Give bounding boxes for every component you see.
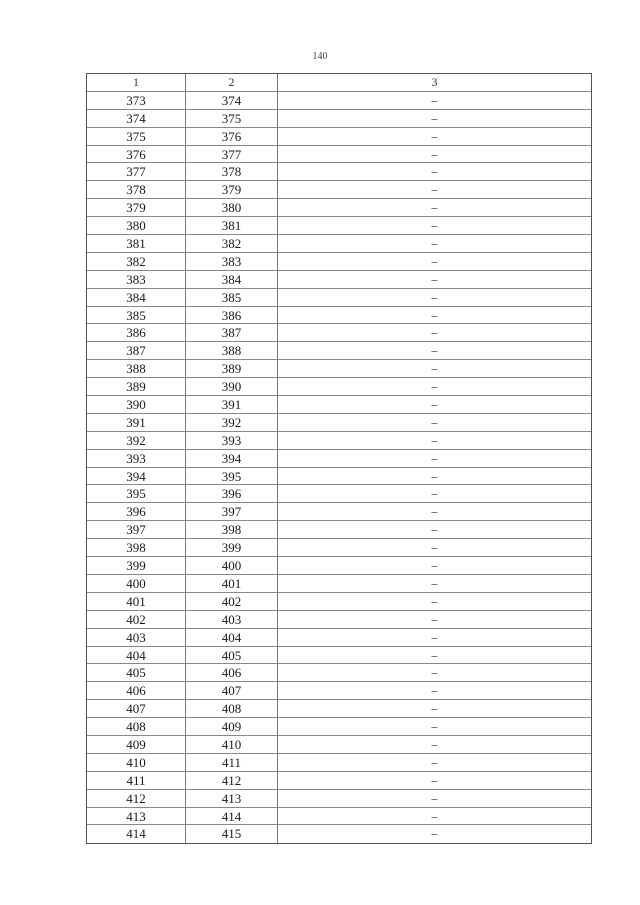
- table-cell-col3: –: [431, 486, 438, 501]
- table-cell-col2: 374: [186, 92, 278, 109]
- table-cell-col1: 404: [87, 647, 186, 664]
- table-cell-col1: 407: [87, 700, 186, 717]
- table-cell-col2: 403: [186, 611, 278, 628]
- table-cell-col2: 399: [186, 539, 278, 556]
- table-row: [87, 557, 591, 575]
- table-row: [87, 450, 591, 468]
- table-cell-col3: –: [431, 128, 438, 143]
- table-row: [87, 146, 591, 164]
- table-cell-col3: –: [431, 432, 438, 447]
- table-cell-col2: 407: [186, 682, 278, 699]
- table-row: [87, 575, 591, 593]
- table-row: [87, 629, 591, 647]
- table-cell-col2: 381: [186, 217, 278, 234]
- table-cell-col2: 394: [186, 450, 278, 467]
- table-cell-col1: 405: [87, 664, 186, 681]
- table-cell-col3: –: [431, 146, 438, 161]
- column-header-1: 1: [87, 74, 186, 91]
- table-cell-col3: –: [431, 611, 438, 626]
- table-cell-col3: –: [431, 236, 438, 251]
- table-cell-col3: –: [431, 468, 438, 483]
- table-cell-col1: 378: [87, 181, 186, 198]
- table-cell-col1: 411: [87, 772, 186, 789]
- table-cell-col1: 394: [87, 468, 186, 485]
- table-row: [87, 808, 591, 826]
- table-cell-col1: 385: [87, 307, 186, 324]
- table-row: [87, 217, 591, 235]
- table-cell-col2: 380: [186, 199, 278, 216]
- table-cell-col1: 395: [87, 485, 186, 502]
- table-row: [87, 396, 591, 414]
- table-cell-col2: 375: [186, 110, 278, 127]
- table-cell-col2: 400: [186, 557, 278, 574]
- table-cell-col3: –: [431, 504, 438, 519]
- table-cell-col1: 400: [87, 575, 186, 592]
- table-cell-col3: –: [431, 826, 438, 841]
- table-cell-col1: 396: [87, 503, 186, 520]
- table-cell-col2: 398: [186, 521, 278, 538]
- table-row: [87, 199, 591, 217]
- table-cell-col2: 411: [186, 754, 278, 771]
- table-cell-col3: –: [431, 379, 438, 394]
- table-cell-col1: 389: [87, 378, 186, 395]
- table-cell-col3: –: [431, 808, 438, 823]
- table-cell-col3: –: [431, 522, 438, 537]
- table-cell-col3: –: [431, 593, 438, 608]
- table-row: [87, 611, 591, 629]
- table-cell-col1: 373: [87, 92, 186, 109]
- table-row: [87, 521, 591, 539]
- table-cell-col2: 385: [186, 289, 278, 306]
- table-cell-col2: 405: [186, 647, 278, 664]
- table-cell-col3: –: [431, 772, 438, 787]
- table-row: [87, 92, 591, 110]
- table-cell-col3: –: [431, 754, 438, 769]
- table-cell-col3: –: [431, 540, 438, 555]
- table-cell-col1: 384: [87, 289, 186, 306]
- table-cell-col3: –: [431, 736, 438, 751]
- table-cell-col1: 403: [87, 629, 186, 646]
- table-cell-col1: 374: [87, 110, 186, 127]
- table-row: [87, 647, 591, 665]
- table-cell-col3: –: [431, 397, 438, 412]
- table-row: [87, 682, 591, 700]
- table-cell-col1: 376: [87, 146, 186, 163]
- table-row: [87, 468, 591, 486]
- table-cell-col1: 380: [87, 217, 186, 234]
- table-row: [87, 128, 591, 146]
- table-cell-col3: –: [431, 629, 438, 644]
- table-cell-col1: 377: [87, 163, 186, 180]
- table-row: [87, 324, 591, 342]
- table-cell-col3: –: [431, 575, 438, 590]
- table-cell-col1: 391: [87, 414, 186, 431]
- table-row: [87, 539, 591, 557]
- table-cell-col1: 399: [87, 557, 186, 574]
- table-cell-col3: –: [431, 450, 438, 465]
- table-cell-col3: –: [431, 253, 438, 268]
- table-row: [87, 235, 591, 253]
- table-cell-col3: –: [431, 790, 438, 805]
- table-cell-col1: 383: [87, 271, 186, 288]
- table-cell-col2: 386: [186, 307, 278, 324]
- table-cell-col1: 392: [87, 432, 186, 449]
- table-row: [87, 772, 591, 790]
- table-cell-col2: 397: [186, 503, 278, 520]
- table-cell-col3: –: [431, 701, 438, 716]
- column-header-2: 2: [186, 74, 278, 91]
- table-cell-col1: 406: [87, 682, 186, 699]
- table-cell-col1: 382: [87, 253, 186, 270]
- table-cell-col2: 383: [186, 253, 278, 270]
- data-table: [86, 73, 592, 844]
- table-cell-col2: 396: [186, 485, 278, 502]
- table-cell-col3: –: [431, 414, 438, 429]
- table-cell-col1: 379: [87, 199, 186, 216]
- table-cell-col3: –: [431, 307, 438, 322]
- table-cell-col3: –: [431, 719, 438, 734]
- table-cell-col1: 381: [87, 235, 186, 252]
- table-cell-col2: 410: [186, 736, 278, 753]
- table-cell-col1: 388: [87, 360, 186, 377]
- table-cell-col2: 413: [186, 790, 278, 807]
- table-row: [87, 503, 591, 521]
- table-cell-col2: 393: [186, 432, 278, 449]
- table-row: [87, 271, 591, 289]
- table-row: [87, 163, 591, 181]
- table-cell-col2: 377: [186, 146, 278, 163]
- table-cell-col2: 376: [186, 128, 278, 145]
- table-cell-col3: –: [431, 271, 438, 286]
- table-cell-col3: –: [431, 683, 438, 698]
- page-number: 140: [312, 51, 328, 62]
- table-header-row: [87, 74, 591, 92]
- table-cell-col3: –: [431, 164, 438, 179]
- table-cell-col3: –: [431, 325, 438, 340]
- table-row: [87, 432, 591, 450]
- table-cell-col2: 412: [186, 772, 278, 789]
- table-cell-col1: 397: [87, 521, 186, 538]
- table-cell-col2: 404: [186, 629, 278, 646]
- table-cell-col3: –: [431, 92, 438, 107]
- table-row: [87, 342, 591, 360]
- table-cell-col3: –: [431, 182, 438, 197]
- table-row: [87, 593, 591, 611]
- table-cell-col2: 391: [186, 396, 278, 413]
- table-cell-col2: 408: [186, 700, 278, 717]
- table-cell-col2: 414: [186, 808, 278, 825]
- table-row: [87, 181, 591, 199]
- table-cell-col1: 375: [87, 128, 186, 145]
- table-cell-col3: –: [431, 218, 438, 233]
- table-cell-col3: –: [431, 200, 438, 215]
- table-cell-col1: 401: [87, 593, 186, 610]
- table-row: [87, 790, 591, 808]
- table-cell-col3: –: [431, 110, 438, 125]
- table-cell-col2: 402: [186, 593, 278, 610]
- table-row: [87, 485, 591, 503]
- column-header-3: 3: [431, 75, 438, 89]
- table-cell-col2: 387: [186, 324, 278, 341]
- table-cell-col3: –: [431, 647, 438, 662]
- table-row: [87, 700, 591, 718]
- table-cell-col2: 390: [186, 378, 278, 395]
- table-row: [87, 289, 591, 307]
- table-cell-col3: –: [431, 665, 438, 680]
- table-cell-col1: 390: [87, 396, 186, 413]
- table-row: [87, 718, 591, 736]
- table-cell-col3: –: [431, 558, 438, 573]
- table-body: [87, 92, 591, 843]
- table-cell-col1: 386: [87, 324, 186, 341]
- table-cell-col1: 393: [87, 450, 186, 467]
- table-cell-col1: 402: [87, 611, 186, 628]
- table-row: [87, 736, 591, 754]
- table-row: [87, 664, 591, 682]
- table-cell-col3: –: [431, 361, 438, 376]
- table-row: [87, 825, 591, 843]
- table-row: [87, 378, 591, 396]
- table-cell-col1: 412: [87, 790, 186, 807]
- table-cell-col2: 382: [186, 235, 278, 252]
- table-cell-col1: 408: [87, 718, 186, 735]
- table-cell-col2: 415: [186, 825, 278, 843]
- table-cell-col2: 395: [186, 468, 278, 485]
- table-cell-col1: 413: [87, 808, 186, 825]
- table-cell-col1: 387: [87, 342, 186, 359]
- table-cell-col2: 388: [186, 342, 278, 359]
- table-cell-col1: 414: [87, 825, 186, 843]
- table-cell-col1: 398: [87, 539, 186, 556]
- table-row: [87, 414, 591, 432]
- table-cell-col2: 392: [186, 414, 278, 431]
- table-cell-col2: 378: [186, 163, 278, 180]
- table-cell-col1: 410: [87, 754, 186, 771]
- table-cell-col2: 409: [186, 718, 278, 735]
- table-row: [87, 253, 591, 271]
- table-row: [87, 307, 591, 325]
- table-cell-col2: 379: [186, 181, 278, 198]
- table-cell-col2: 406: [186, 664, 278, 681]
- table-cell-col3: –: [431, 343, 438, 358]
- table-cell-col1: 409: [87, 736, 186, 753]
- table-cell-col2: 401: [186, 575, 278, 592]
- table-cell-col2: 384: [186, 271, 278, 288]
- table-cell-col3: –: [431, 289, 438, 304]
- table-cell-col2: 389: [186, 360, 278, 377]
- table-row: [87, 110, 591, 128]
- table-row: [87, 360, 591, 378]
- table-row: [87, 754, 591, 772]
